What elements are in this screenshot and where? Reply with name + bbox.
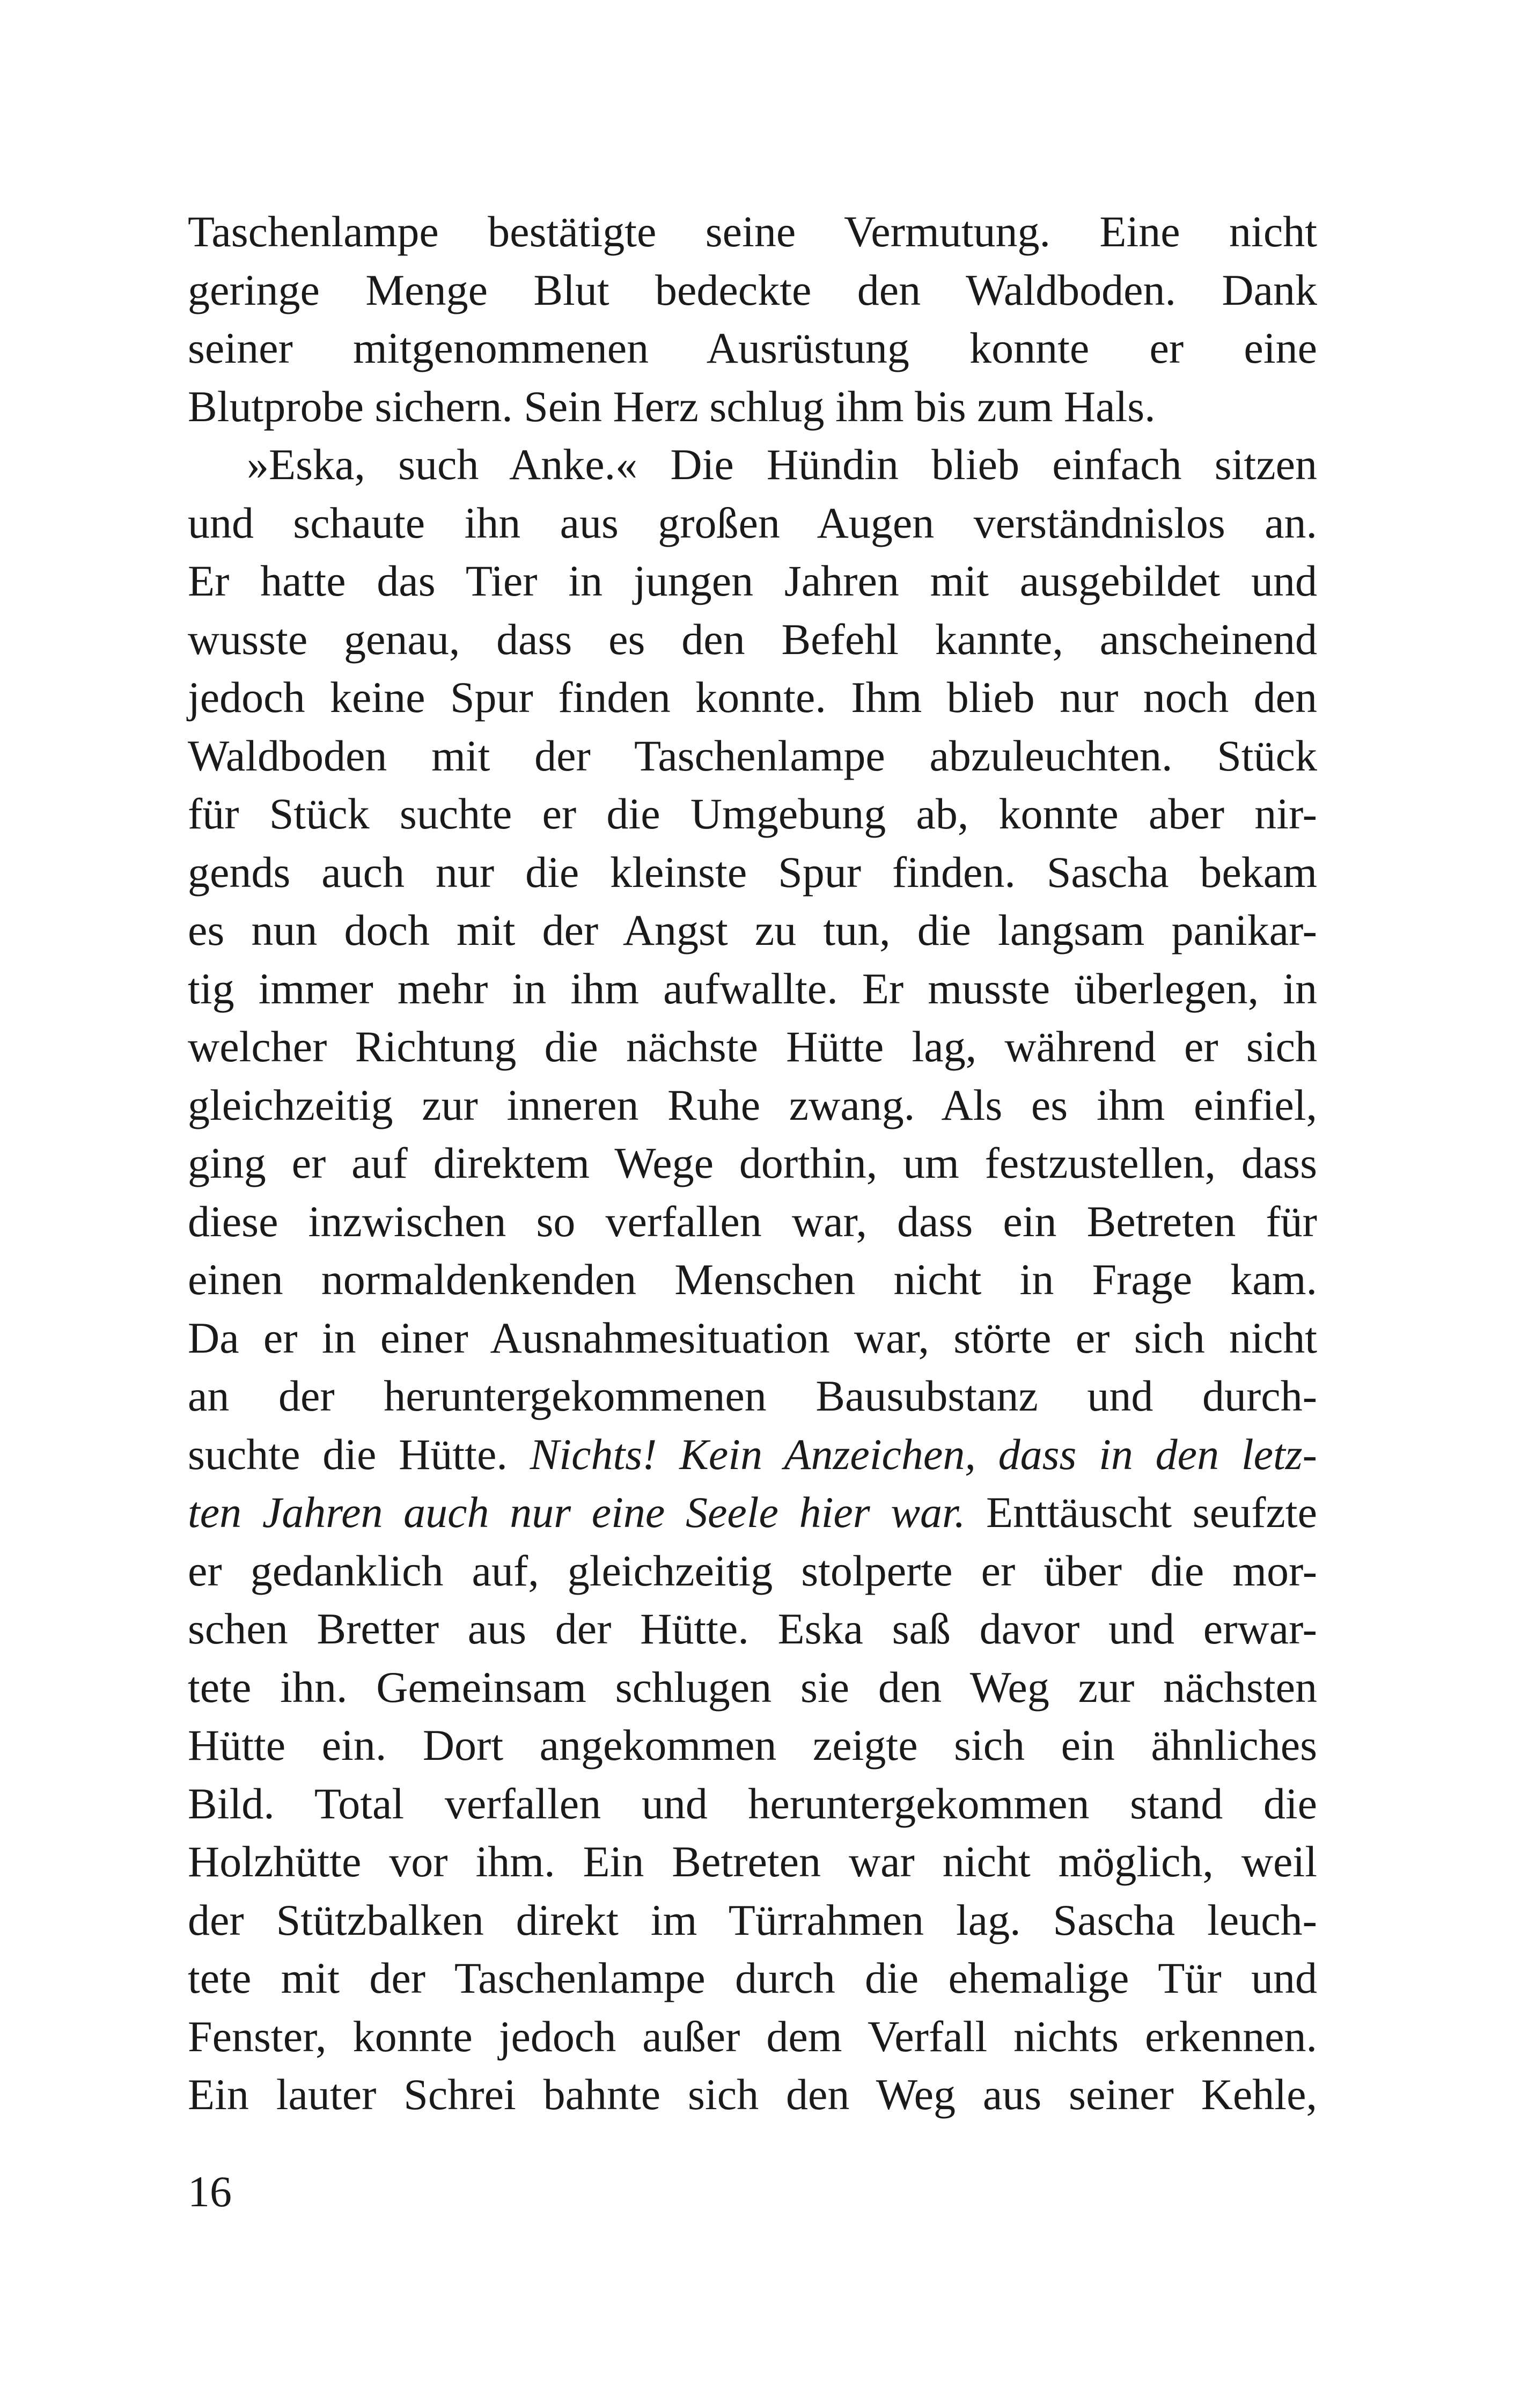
page-number: 16: [188, 2167, 232, 2216]
text-line: [188, 1426, 1317, 1484]
text-line: [188, 1949, 1317, 2008]
body-text: [188, 203, 1317, 2124]
text-segment: Waldboden mit der Taschenlampe abzuleuchten. Stück: [188, 731, 1317, 780]
text-line: [188, 1600, 1317, 1658]
text-segment: Enttäuscht seufzte: [965, 1488, 1317, 1537]
text-segment: für Stück suchte er die Umgebung ab, konnte aber nir-: [188, 789, 1317, 838]
text-segment: Da er in einer Ausnahmesituation war, störte er sich nicht: [188, 1313, 1317, 1362]
text-line: [188, 2066, 1317, 2124]
text-segment: Holzhütte vor ihm. Ein Betreten war nicht möglich, weil: [188, 1837, 1317, 1886]
text-segment: ging er auf direktem Wege dorthin, um festzustellen, dass: [188, 1139, 1317, 1187]
text-line: [188, 2008, 1317, 2066]
text-segment: Fenster, konnte jedoch außer dem Verfall nichts erkennen.: [188, 2011, 1317, 2061]
text-line: [188, 1716, 1317, 1775]
italic-text: Nichts! Kein Anzeichen, dass in den letz-: [530, 1429, 1317, 1479]
text-segment: tete mit der Taschenlampe durch die ehemalige Tür und: [188, 1954, 1317, 2002]
text-line: [188, 960, 1317, 1018]
text-line: [188, 901, 1317, 960]
text-line: [188, 785, 1317, 843]
text-segment: »Eska, such Anke.« Die Hündin blieb einfach sitzen: [247, 440, 1317, 489]
text-line: [188, 1134, 1317, 1193]
text-line: [188, 1076, 1317, 1135]
text-line: [188, 1018, 1317, 1076]
text-segment: diese inzwischen so verfallen war, dass ein Betreten für: [188, 1196, 1317, 1246]
text-line: [188, 727, 1317, 785]
text-segment: welcher Richtung die nächste Hütte lag, während er sich: [188, 1022, 1317, 1071]
text-segment: geringe Menge Blut bedeckte den Waldboden. Dank: [188, 265, 1317, 314]
text-line: [188, 319, 1317, 378]
text-segment: jedoch keine Spur finden konnte. Ihm blieb nur noch den: [188, 673, 1317, 722]
text-segment: tete ihn. Gemeinsam schlugen sie den Weg zur nächsten: [188, 1662, 1317, 1712]
text-line: [188, 436, 1317, 494]
text-line: [188, 1309, 1317, 1368]
text-line: [188, 203, 1317, 261]
text-segment: tig immer mehr in ihm aufwallte. Er musste überlegen, in: [188, 964, 1317, 1013]
text-line: [188, 1484, 1317, 1542]
text-line: [188, 1658, 1317, 1717]
text-segment: wusste genau, dass es den Befehl kannte, anscheinend: [188, 614, 1317, 664]
text-line: [188, 494, 1317, 553]
text-line: [188, 552, 1317, 611]
text-line: [188, 611, 1317, 669]
text-line: [188, 1775, 1317, 1833]
text-line: [188, 669, 1317, 727]
text-segment: er gedanklich auf, gleichzeitig stolperte er über die mor-: [188, 1546, 1317, 1595]
text-segment: gleichzeitig zur inneren Ruhe zwang. Als es ihm einfiel,: [188, 1080, 1317, 1129]
text-segment: es nun doch mit der Angst zu tun, die langsam panikar-: [188, 906, 1317, 955]
text-line: [188, 1891, 1317, 1950]
text-segment: Bild. Total verfallen und heruntergekommen stand die: [188, 1779, 1317, 1828]
text-segment: schen Bretter aus der Hütte. Eska saß davor und erwar-: [188, 1604, 1317, 1653]
text-segment: gends auch nur die kleinste Spur finden. Sascha bekam: [188, 847, 1317, 897]
text-line: [188, 261, 1317, 320]
text-line: [188, 1251, 1317, 1309]
text-segment: Blutprobe sichern. Sein Herz schlug ihm bis zum Hals.: [188, 381, 1156, 431]
text-line: [188, 1367, 1317, 1426]
text-segment: suchte die Hütte.: [188, 1429, 530, 1479]
text-segment: einen normaldenkenden Menschen nicht in Frage kam.: [188, 1255, 1317, 1304]
text-line: [188, 843, 1317, 902]
text-line: [188, 1542, 1317, 1601]
text-segment: der Stützbalken direkt im Türrahmen lag. Sascha leuch-: [188, 1895, 1317, 1944]
text-segment: an der heruntergekommenen Bausubstanz und durch-: [188, 1371, 1317, 1420]
text-line: [188, 378, 1317, 436]
text-segment: und schaute ihn aus großen Augen verständnislos an.: [188, 498, 1317, 547]
text-line: [188, 1833, 1317, 1891]
text-line: [188, 1193, 1317, 1251]
text-segment: Taschenlampe bestätigte seine Vermutung. Eine nicht: [188, 207, 1317, 256]
text-segment: Hütte ein. Dort angekommen zeigte sich ein ähnliches: [188, 1721, 1317, 1770]
italic-text: ten Jahren auch nur eine Seele hier war.: [188, 1488, 966, 1537]
text-segment: Er hatte das Tier in jungen Jahren mit ausgebildet und: [188, 556, 1317, 605]
text-segment: Ein lauter Schrei bahnte sich den Weg aus seiner Kehle,: [188, 2070, 1317, 2119]
text-segment: seiner mitgenommenen Ausrüstung konnte er eine: [188, 324, 1317, 372]
